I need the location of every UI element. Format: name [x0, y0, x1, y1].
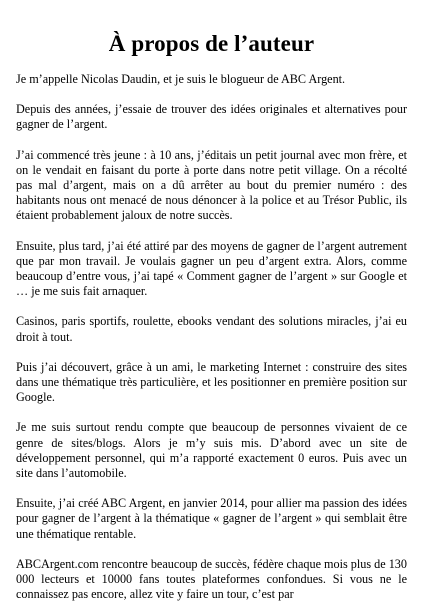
paragraph-scams: Ensuite, plus tard, j’ai été attiré par des moyens de gagner de l’argent autrement que par mon travail. Je voulais gagner un peu d’argent extra. Alors, comme beaucoup d’entre vous, j’ai tapé « Comment gagner de l’argent » sur Google et … je me suis fait arnaquer. [16, 238, 407, 299]
paragraph-blogs: Je me suis surtout rendu compte que beaucoup de personnes vivaient de ce genre de sites/blogs. Alors je m’y suis mis. D’abord avec un site de développement personnel, qui m’a rapporté exactement 0 euros. Puis avec un site dans l’automobile. [16, 420, 407, 481]
paragraph-intro: Je m’appelle Nicolas Daudin, et je suis le blogueur de ABC Argent. [16, 72, 346, 86]
paragraph-casinos: Casinos, paris sportifs, roulette, ebooks vendant des solutions miracles, j’ai eu droit à tout. [16, 314, 407, 344]
paragraph-success: ABCArgent.com rencontre beaucoup de succès, fédère chaque mois plus de 130 000 lecteurs et 10000 fans toutes plateformes confondues. Si vous ne le connaissez pas encore, allez vite y faire un tour, c’est par [16, 556, 407, 602]
paragraph-goal: Depuis des années, j’essaie de trouver des idées originales et alternatives pour gagner de l’argent. [16, 102, 407, 132]
page-title: À propos de l’auteur [108, 31, 315, 56]
paragraph-childhood: J’ai commencé très jeune : à 10 ans, j’éditais un petit journal avec mon frère, et on le vendait en faisant du porte à porte dans notre petit village. On a récolté pas mal d’argent, mais on a dû arrêter au bout du premier numéro : des habitants nous ont menacé de nous dénoncer à la police et au Trésor Public, ils étaient probablement jaloux de notre succès. [16, 147, 407, 223]
paragraph-marketing: Puis j’ai découvert, grâce à un ami, le marketing Internet : construire des sites dans une thématique très particulière, et les positionner en première position sur Google. [16, 359, 407, 405]
paragraph-abc-argent: Ensuite, j’ai créé ABC Argent, en janvier 2014, pour allier ma passion des idées pour gagner de l’argent à la thématique « gagner de l’argent » qui semblait être une thématique rentable. [16, 496, 407, 541]
